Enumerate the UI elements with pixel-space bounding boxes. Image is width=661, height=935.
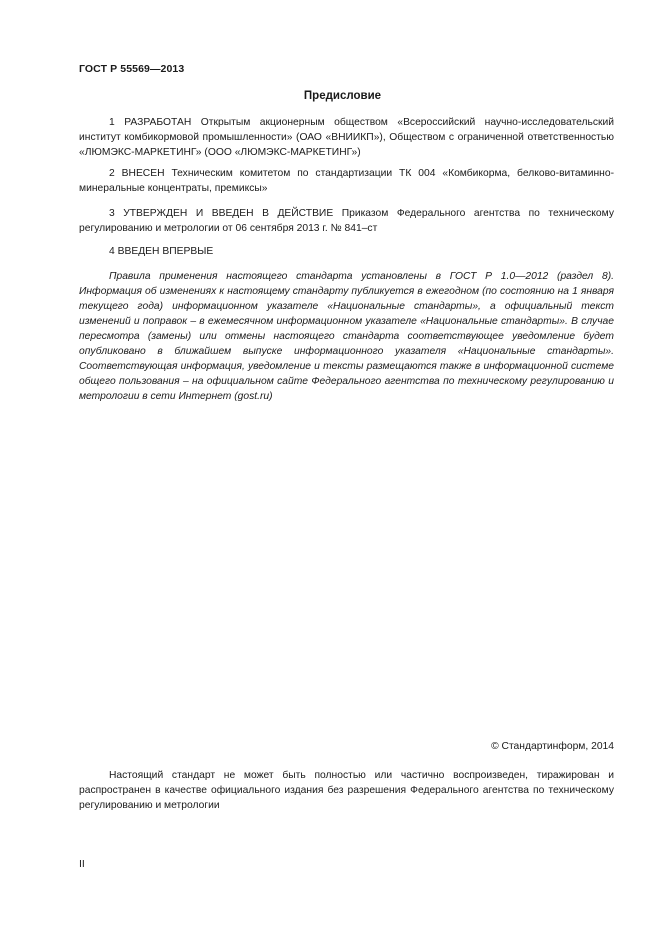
reproduction-notice: Настоящий стандарт не может быть полностью или частично воспроизведен, тиражирован и распространен в качестве официального издания без разрешения Федерального агентства по техническому регулированию и метрологии — [79, 770, 614, 811]
copyright-notice: © Стандартинформ, 2014 — [491, 741, 614, 752]
page-number: II — [79, 858, 85, 870]
paragraph-first-introduced: 4 ВВЕДЕН ВПЕРВЫЕ — [109, 246, 214, 257]
paragraph-introduced-by: 2 ВНЕСЕН Техническим комитетом по стандартизации ТК 004 «Комбикорма, белково-витаминно-минеральные концентраты, премиксы» — [79, 168, 614, 194]
document-code: ГОСТ Р 55569—2013 — [79, 63, 185, 75]
paragraph-developed-by: 1 РАЗРАБОТАН Открытым акционерным обществом «Всероссийский научно-исследовательский институт комбикормовой промышленности» (ОАО «ВНИИКП»), Обществом с ограниченной ответственностью «ЛЮМЭКС-МАРКЕТИНГ» (ООО «ЛЮМЭКС-МАРКЕТИНГ») — [79, 117, 614, 158]
page-title: Предисловие — [303, 90, 382, 102]
paragraph-application-rules: Правила применения настоящего стандарта установлены в ГОСТ Р 1.0—2012 (раздел 8). Информация об изменениях к настоящему стандарту публикуется в ежегодном (по состоянию на 1 января текущего года) информационном указателе «Национальные стандарты», а официальный текст изменений и поправок – в ежемесячном информационном указателе «Национальные стандарты». В случае пересмотра (замены) или отмены настоящего стандарта соответствующее уведомление будет опубликовано в ближайшем выпуске информационного указателя «Национальные стандарты». Соответствующая информация, уведомление и тексты размещаются также в информационной системе общего пользования – на официальном сайте Федерального агентства по техническому регулированию и метрологии в сети Интернет (gost.ru) — [79, 271, 614, 402]
paragraph-approved: 3 УТВЕРЖДЕН И ВВЕДЕН В ДЕЙСТВИЕ Приказом Федерального агентства по техническому регулированию и метрологии от 06 сентября 2013 г. № 841–ст — [79, 208, 614, 234]
